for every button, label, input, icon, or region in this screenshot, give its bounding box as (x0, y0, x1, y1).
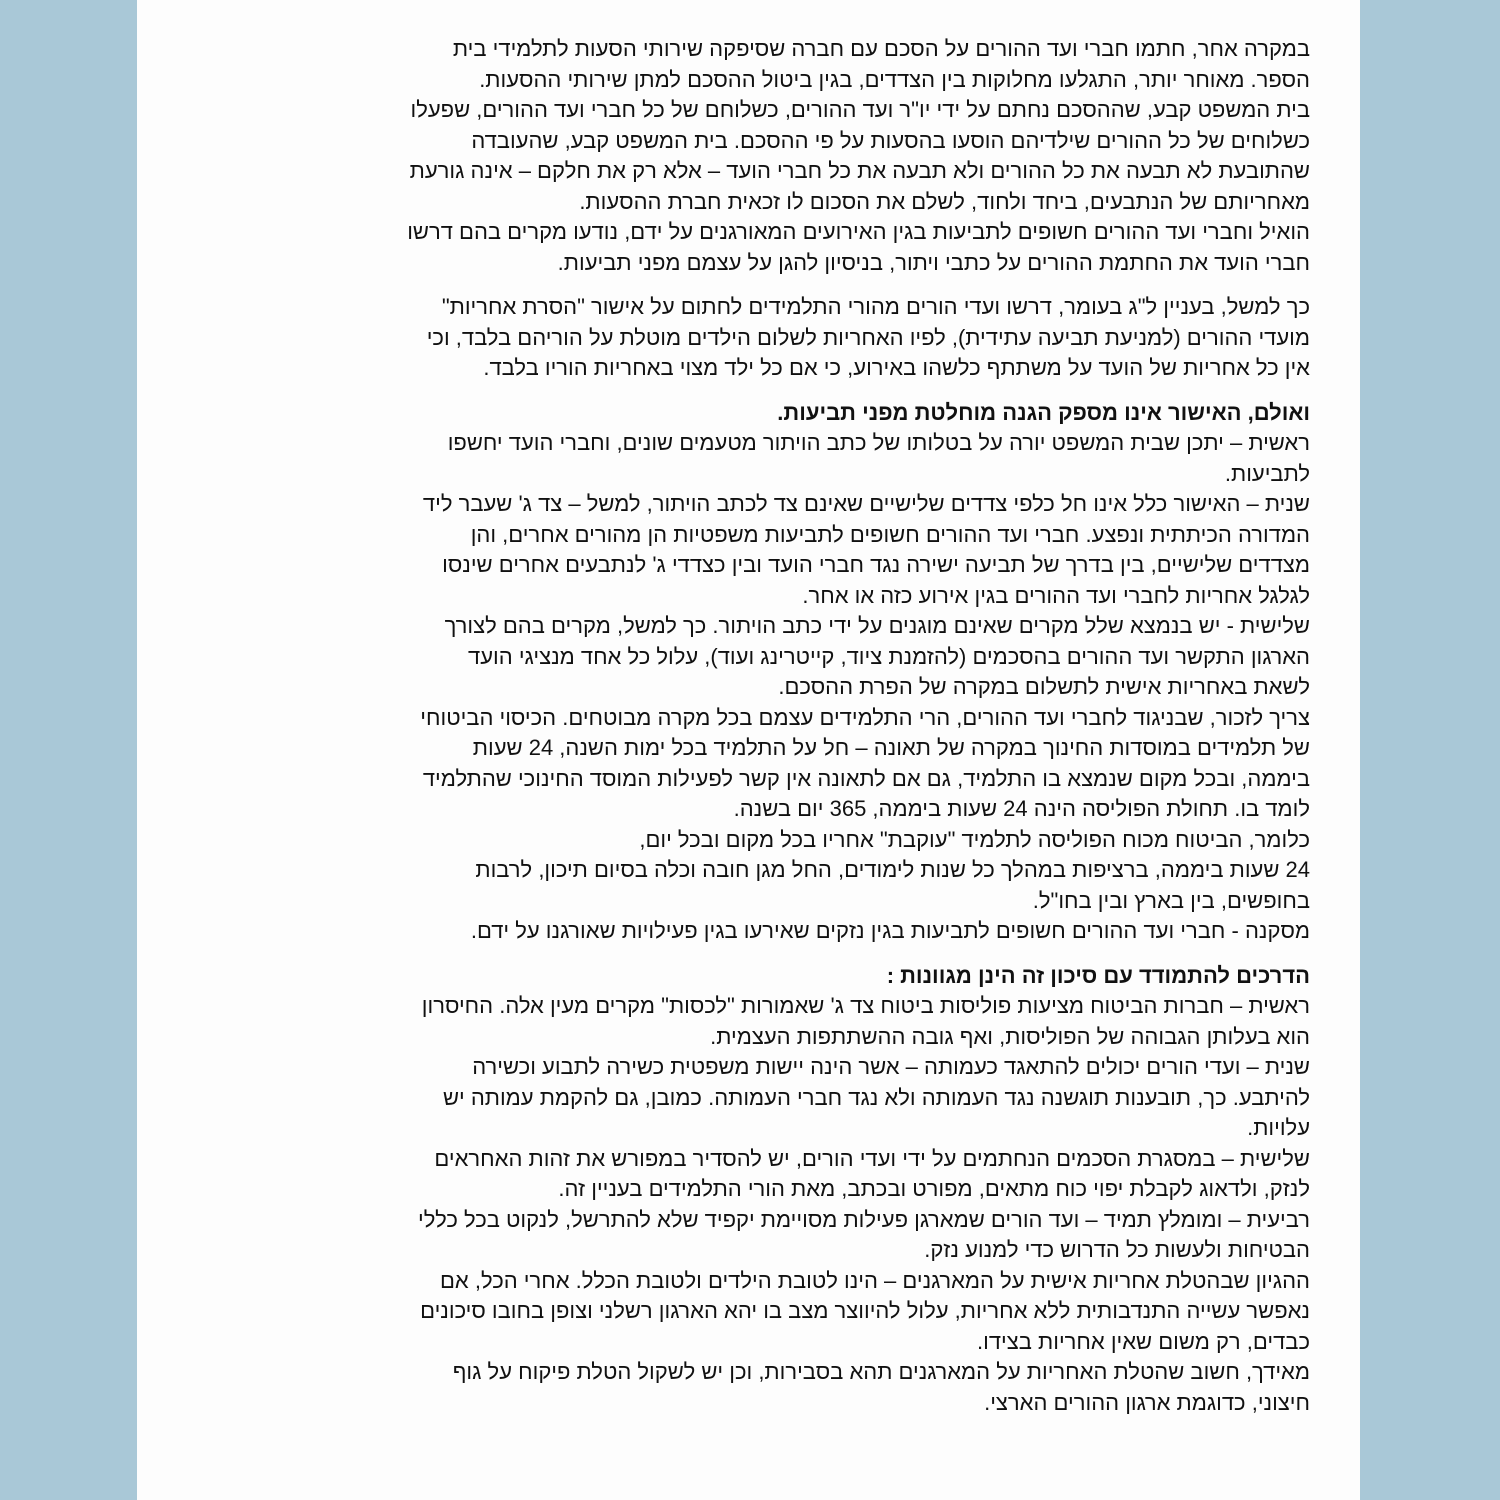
text-line: שלישית – במסגרת הסכמים הנחתמים על ידי ועדי הורים, יש להסדיר במפורש את זהות האחראים (434, 1145, 1310, 1171)
text-line: מאידך, חשוב שהטלת האחריות על המארגנים תהא בסבירות, וכן יש לשקול הטלת פיקוח על גוף (452, 1359, 1310, 1384)
text-line: להיתבע. כך, תובענות תוגשנה נגד העמותה ולא נגד חברי העמותה. כמובן, גם להקמת עמותה יש (442, 1084, 1310, 1110)
text-line: ואולם, האישור אינו מספק הגנה מוחלטת מפני תביעות. (777, 399, 1310, 425)
text-line: אין כל אחריות של הועד על משתתף כלשהו באירוע, כי אם כל ילד מצוי באחריות הוריו בלבד. (483, 355, 1310, 380)
text-line: הדרכים להתמודד עם סיכון זה הינן מגוונות : (886, 962, 1310, 988)
text-line: הואיל וחברי ועד ההורים חשופים לתביעות בגין האירועים המאורגנים על ידם, נודעו מקרים בהם דרשו (407, 219, 1310, 244)
text-line: במקרה אחר, חתמו חברי ועד ההורים על הסכם עם חברה שסיפקה שירותי הסעות לתלמידי בית (452, 36, 1310, 61)
text-line: מועדי ההורים (למניעת תביעה עתידית), לפיו האחריות לשלום הילדים מוטלת על הוריהם בלבד, וכי (426, 324, 1310, 350)
text-line: לתביעות. (1224, 460, 1310, 486)
text-line: מאחריותם של הנתבעים, ביחד ולחוד, לשלם את הסכום לו זכאית חברת ההסעות. (579, 188, 1310, 214)
text-line: לגלגל אחריות לחברי ועד ההורים בגין אירוע כזה או אחר. (802, 582, 1310, 608)
paragraph-gap (185, 947, 1310, 961)
paragraph-gap (185, 384, 1310, 398)
text-line: כלומר, הביטוח מכוח הפוליסה לתלמיד "עוקבת" אחריו בכל מקום ובכל יום, (639, 826, 1310, 852)
text-line: מסקנה - חברי ועד ההורים חשופים לתביעות בגין נזקים שאירעו בגין פעילויות שאורגנו על ידם. (470, 918, 1310, 943)
text-line: נאפשר עשייה התנדבותית ללא אחריות, עלול להיווצר מצב בו יהא הארגון רשלני וצופן בחובו סיכונים (420, 1298, 1310, 1323)
text-line: חיצוני, כדוגמת ארגון ההורים הארצי. (984, 1389, 1310, 1415)
text-line: עלויות. (1247, 1115, 1310, 1140)
paragraph (185, 34, 1310, 278)
text-line: ביממה, ובכל מקום שנמצא בו התלמיד, גם אם לתאונה אין קשר לפעילות המוסד החינוכי שהתלמיד (422, 765, 1310, 791)
text-line: ראשית – חברות הביטוח מציעות פוליסות ביטוח צד ג' שאמורות "לכסות" מקרים מעין אלה. החיסרון (421, 993, 1310, 1018)
text-line: הספר. מאוחר יותר, התגלעו מחלוקות בין הצדדים, בגין ביטול ההסכם למתן שירותי ההסעות. (479, 66, 1310, 92)
paragraph (185, 292, 1310, 384)
text-line: הבטיחות ולעשות כל הדרוש כדי למנוע נזק. (924, 1237, 1310, 1262)
text-line: רביעית – ומומלץ תמיד – ועד הורים שמארגן פעילות מסויימת יקפיד שלא להתרשל, לנקוט בכל כללי (417, 1206, 1310, 1232)
text-line: מצדדים שלישיים, בין בדרך של תביעה ישירה נגד חברי הועד ובין כצדדי ג' לנתבעים אחרים שינסו (442, 552, 1310, 577)
text-line: של תלמידים במוסדות החינוך במקרה של תאונה – חל על התלמיד בכל ימות השנה, 24 שעות (472, 735, 1310, 760)
text-line: בית המשפט קבע, שההסכם נחתם על ידי יו"ר ועד ההורים, כשלוחם של כל חברי ועד ההורים, שפעלו (410, 97, 1310, 122)
paragraph (185, 991, 1310, 1418)
text-line: שהתובעת לא תבעה את כל ההורים ולא תבעה את כל חברי הועד – אלא רק את חלקם – אינה גורעת (409, 158, 1310, 183)
text-line: כשלוחים של כל ההורים שילדיהם הוסעו בהסעות על פי ההסכם. בית המשפט קבע, שהעובדה (471, 127, 1310, 153)
text-line: שנית – ועדי הורים יכולים להתאגד כעמותה – אשר הינה יישות משפטית כשירה לתבוע וכשירה (472, 1054, 1310, 1079)
text-line: כך למשל, בעניין ל"ג בעומר, דרשו ועדי הורים מהורי התלמידים לחתום על אישור "הסרת אחריות" (441, 294, 1310, 319)
text-line: הארגון התקשר ועד ההורים בהסכמים (להזמנת ציוד, קייטרינג ועוד), עלול כל אחד מנציגי הועד (468, 643, 1310, 669)
text-line: הוא בעלותן הגבוהה של הפוליסות, ואף גובה ההשתתפות העצמית. (710, 1023, 1310, 1049)
paragraph-gap (185, 278, 1310, 292)
document-page (137, 0, 1360, 1500)
text-line: כבדים, רק משום שאין אחריות בצידו. (977, 1328, 1310, 1354)
text-line: לשאת באחריות אישית לתשלום במקרה של הפרת ההסכם. (778, 674, 1310, 699)
text-line: לנזק, ולדאוג לקבלת יפוי כוח מתאים, מפורט ובכתב, מאת הורי התלמידים בעניין זה. (558, 1176, 1310, 1201)
text-line: לומד בו. תחולת הפוליסה הינה 24 שעות ביממה, 365 יום בשנה. (733, 796, 1310, 821)
text-line: צריך לזכור, שבניגוד לחברי ועד ההורים, הרי התלמידים עצמם בכל מקרה מבוטחים. הכיסוי הביטוחי (420, 704, 1310, 730)
text-line: שנית – האישור כלל אינו חל כלפי צדדים שלישיים שאינם צד לכתב הויתור, למשל – צד ג' שעבר ליד (422, 491, 1310, 516)
text-line: המדורה הכיתתית ונפצע. חברי ועד ההורים חשופים לתביעות משפטיות הן מהורים אחרים, והן (470, 521, 1310, 547)
section-heading (185, 961, 1310, 992)
text-line: ההגיון שבהטלת אחריות אישית על המארגנים – הינו לטובת הילדים ולטובת הכלל. אחרי הכל, אם (440, 1267, 1310, 1293)
text-line: חברי הועד את החתמת ההורים על כתבי ויתור, בניסיון להגן על עצמם מפני תביעות. (557, 249, 1310, 275)
section-heading (185, 398, 1310, 429)
paragraph (185, 428, 1310, 947)
text-line: שלישית - יש בנמצא שלל מקרים שאינם מוגנים על ידי כתב הויתור. כך למשל, מקרים בהם לצורך (444, 613, 1310, 638)
text-line: בחופשים, בין בארץ ובין בחו"ל. (1032, 887, 1310, 913)
text-line: ראשית – יתכן שבית המשפט יורה על בטלותו של כתב הויתור מטעמים שונים, וחברי הועד יחשפו (447, 430, 1310, 455)
text-line: 24 שעות ביממה, ברציפות במהלך כל שנות לימודים, החל מגן חובה וכלה בסיום תיכון, לרבות (475, 857, 1310, 882)
